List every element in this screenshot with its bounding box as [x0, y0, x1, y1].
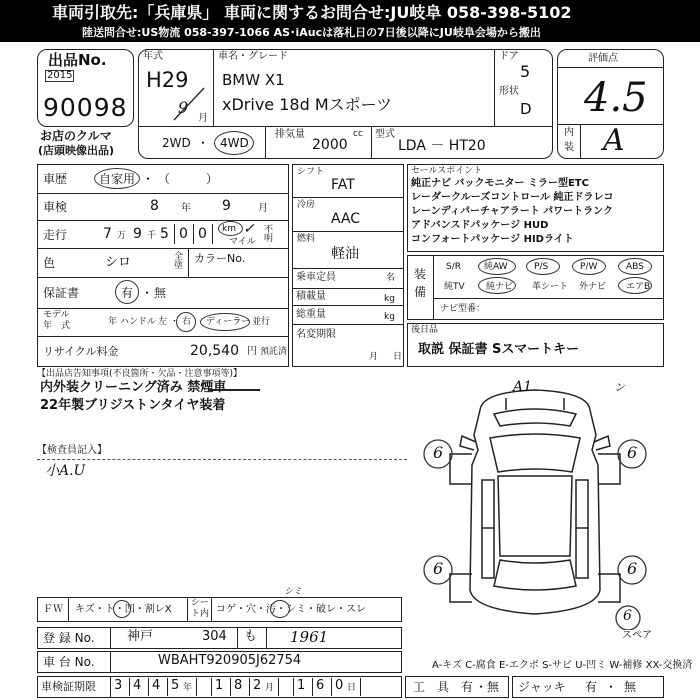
name-change-label: 名変期限: [296, 329, 336, 340]
interior-label-1: 内: [564, 127, 574, 138]
displacement-cc: cc: [353, 129, 363, 139]
era-value: H29: [146, 68, 189, 92]
car-front-bumper: [494, 409, 576, 426]
type-value: LDA － HT20: [398, 138, 486, 154]
cooler-value: AAC: [331, 211, 361, 227]
model-right-circle: [176, 312, 196, 332]
registration-label: 登 録 No.: [43, 631, 95, 645]
registration-number: 304: [202, 629, 227, 644]
mileage-d3: 5: [160, 226, 169, 242]
model-label-1: モデル: [43, 310, 70, 320]
seat-text: コゲ・穴・汚・シミ・破レ・スレ: [216, 604, 366, 615]
color-repaint: 全塗: [174, 252, 184, 272]
load-label: 積載量: [296, 291, 326, 302]
model-left: 左: [158, 317, 168, 327]
sales-point-1: 純正ナビ バックモニター ミラー型ETC: [411, 178, 589, 189]
damage-legend: A-キズ C-腐食 E-エクボ S-サビ U-凹ミ W-補修 XX-交換済: [432, 660, 693, 671]
load-unit: kg: [384, 294, 395, 304]
chassis-label: 車 台 No.: [43, 655, 95, 669]
car-left-doors: [482, 480, 494, 578]
sales-point-5: コンフォートパッケージ HIDライト: [411, 234, 574, 245]
sales-points-label: セールスポイント: [411, 166, 483, 176]
fuel-value: 軽油: [331, 246, 359, 262]
equip-pw-circle: [572, 258, 606, 275]
history-rest: ・ （ ）: [142, 172, 218, 186]
equip-alloy: 純AW: [484, 262, 508, 272]
spare-label: スペア: [622, 630, 652, 641]
mileage-unit-km: km: [222, 224, 236, 234]
mileage-u2: 千: [147, 231, 157, 241]
car-rear-window: [494, 560, 576, 590]
diagram-side-note: ン: [614, 381, 625, 394]
equip-ps-circle: [526, 258, 560, 275]
color-value: シロ: [105, 255, 132, 270]
equip-alloy-circle: [478, 258, 516, 275]
fw-text: キズ・ト・凹・割レX: [75, 604, 172, 615]
score-value: 4.5: [584, 75, 648, 121]
notes-line-1: 内外装クリーニング済み 禁煙車: [40, 380, 227, 395]
shift-label: シフト: [297, 167, 325, 177]
recycle-unit: 円: [247, 346, 257, 357]
history-circle: [94, 168, 140, 189]
drive-4wd: 4WD: [220, 136, 249, 150]
model-parallel: 並行: [252, 317, 271, 327]
jack-no: 無: [624, 680, 637, 694]
tools-label: 工 具: [413, 680, 450, 694]
interior-value: A: [603, 123, 625, 158]
type-label: 型式: [375, 129, 395, 140]
chassis-value: WBAHT920905J62754: [158, 653, 302, 668]
displacement-label: 排気量: [275, 129, 305, 140]
equipment-label-1: 装: [414, 267, 427, 281]
tools-yes: 有: [461, 680, 474, 694]
inspection-month: 9: [222, 198, 231, 214]
era-slash-mark: [168, 86, 208, 122]
history-label: 車歴: [43, 172, 68, 186]
equip-sr: S/R: [446, 262, 461, 272]
capacity-label: 乗車定員: [296, 272, 336, 283]
notes-line-2: 22年製ブリジストンタイヤ装着: [40, 398, 226, 413]
history-value: 自家用: [99, 172, 136, 186]
sales-point-2: レーダークルーズコントロール 純正ドラレコ: [411, 192, 614, 203]
mileage-d4: 0: [179, 226, 188, 242]
mileage-d2: 9: [133, 226, 142, 242]
color-number-label: カラーNo.: [194, 252, 246, 265]
car-windshield: [490, 434, 580, 472]
cert-unit-year: 年: [183, 683, 193, 693]
car-name: BMW X1: [222, 71, 285, 89]
equip-pw: P/W: [580, 262, 598, 272]
equip-airbag-circle: [618, 277, 652, 294]
lot-number: 90098: [43, 93, 128, 122]
mileage-unit-mile: マイル: [229, 237, 256, 247]
model-dealer-circle: [200, 313, 250, 331]
name-change-month: 月: [369, 352, 379, 362]
seat-stain-circle: [270, 600, 290, 618]
drive-4wd-circle: [214, 131, 254, 155]
weight-unit: kg: [384, 312, 395, 322]
drive-2wd: 2WD: [162, 136, 191, 150]
inspector-label: 【検査員記入】: [37, 445, 107, 456]
lot-label: 出品No.: [48, 51, 107, 69]
equip-ext-navi: 外ナビ: [579, 282, 607, 292]
era-label: 年式: [143, 51, 163, 62]
warranty-yes: 有: [121, 286, 134, 300]
shape-label: 形状: [499, 86, 519, 97]
equip-navi-circle: [478, 277, 516, 294]
model-dealer: ディーラー: [206, 317, 251, 327]
cert-digit-3: 4: [152, 678, 161, 693]
store-line-2: (店頭映像出品): [38, 144, 115, 157]
recycle-deposit: 預託済: [260, 347, 288, 357]
mileage-unknown: 不明: [264, 225, 274, 245]
tools-sep: ・: [475, 680, 488, 694]
equip-airbag: エアB: [626, 282, 651, 292]
shift-value: FAT: [331, 177, 355, 193]
inspection-label: 車検: [43, 200, 68, 214]
name-label: 車名・グレード: [218, 51, 288, 62]
era-month: 9: [178, 98, 189, 117]
warranty-sep: ・: [141, 286, 154, 300]
seat-hand-note: シミ: [284, 587, 303, 597]
cert-unit-day: 日: [347, 683, 357, 693]
equipment-label-2: 備: [414, 285, 427, 299]
tire-rl-value: 6: [433, 559, 444, 578]
weight-label: 総重量: [296, 309, 326, 320]
equip-navi: 純ナビ: [486, 282, 514, 292]
cert-digit-2: 4: [133, 678, 142, 693]
door-value: 5: [520, 62, 531, 81]
registration-kana: も: [244, 629, 258, 644]
equip-ps: P/S: [534, 262, 549, 272]
color-label: 色: [43, 256, 56, 270]
jack-label: ジャッキ: [518, 680, 566, 694]
mileage-label: 走行: [43, 228, 68, 242]
fw-label: ＦＷ: [43, 604, 63, 615]
mileage-check-mark: ✓: [243, 221, 255, 237]
recycle-label: リサイクル料金: [43, 345, 119, 358]
header-bar: [0, 0, 700, 42]
drive-sep: ・: [197, 136, 210, 150]
accessories-value: 取説 保証書 Sスマートキー: [418, 342, 580, 357]
displacement-value: 2000: [312, 137, 348, 153]
warranty-no: 無: [154, 286, 167, 300]
tire-fl-value: 6: [433, 443, 444, 462]
registration-hand: 1961: [290, 628, 329, 646]
capacity-unit: 名: [386, 273, 396, 283]
lot-year-tag: 2015: [47, 70, 73, 81]
door-label: ドア: [499, 51, 519, 62]
seat-label-2: ト内: [191, 609, 210, 619]
warranty-label: 保証書: [43, 286, 80, 300]
equip-abs: ABS: [626, 262, 644, 272]
interior-label-2: 装: [564, 142, 574, 153]
notes-label: 【出品店告知事項(不良箇所・欠品・注意事項等)】: [37, 369, 243, 379]
cert-digit-7: 2: [253, 678, 262, 693]
tools-no: 無: [487, 680, 500, 694]
cooler-label: 冷房: [297, 200, 316, 210]
notes-strike-line: [208, 389, 260, 391]
fw-dent-circle: [113, 600, 131, 618]
cert-digit-9: 6: [316, 678, 325, 693]
jack-yes: 有: [585, 680, 598, 694]
car-diagram: [410, 380, 660, 630]
cert-digit-4: 5: [171, 678, 180, 693]
cert-unit-month: 月: [265, 683, 275, 693]
inspection-year: 8: [150, 198, 159, 214]
car-right-doors: [576, 480, 588, 578]
tire-spare-value: 6: [623, 608, 632, 624]
model-handle: ハンドル: [120, 317, 157, 327]
jack-sep: ・: [605, 680, 618, 694]
fuel-label: 燃料: [297, 234, 316, 244]
inspection-year-unit: 年: [181, 203, 191, 214]
model-label-2: 年 式: [43, 321, 71, 331]
recycle-amount: 20,540: [190, 343, 239, 359]
tire-fr-value: 6: [627, 443, 638, 462]
era-month-unit: 月: [198, 113, 208, 124]
equip-leather: 革シート: [532, 282, 569, 292]
sales-point-4: アドバンスドパッケージ HUD: [411, 220, 549, 231]
inspection-month-unit: 月: [258, 203, 268, 214]
warranty-yes-circle: [115, 280, 139, 304]
mileage-u1: 万: [117, 231, 127, 241]
cert-digit-8: 1: [297, 678, 306, 693]
seat-label-1: シー: [191, 598, 210, 608]
car-grade: xDrive 18d Mスポーツ: [222, 95, 392, 114]
model-year-unit: 年: [108, 317, 118, 327]
car-right-mirror: [594, 436, 610, 450]
inspector-hand: 小A.U: [45, 463, 86, 479]
equip-navi-model: ナビ型番：: [440, 304, 486, 314]
cert-digit-10: 0: [335, 678, 344, 693]
shape-value: D: [520, 100, 532, 118]
mileage-d1: 7: [103, 226, 112, 242]
equip-abs-circle: [618, 258, 652, 275]
cert-label: 車検証期限: [41, 680, 96, 693]
accessories-label: 後日品: [411, 325, 439, 335]
tire-rr-value: 6: [627, 559, 638, 578]
diagram-top-mark: A1: [513, 379, 533, 395]
registration-place: 神戸: [127, 629, 154, 644]
header-line-1: 車両引取先:「兵庫県」 車両に関するお問合せ:JU岐阜 058-398-5102: [52, 3, 572, 22]
header-line-2: 陸送問合せ:US物流 058-397-1066 AS･iAucは落札日の7日後以降にJU岐阜会場から搬出: [82, 26, 541, 39]
model-mid: ・: [170, 317, 180, 327]
cert-digit-5: 1: [215, 678, 224, 693]
mileage-d5: 0: [198, 226, 207, 242]
car-left-mirror: [460, 436, 476, 450]
car-roof: [498, 476, 572, 556]
name-change-day: 日: [393, 352, 403, 362]
score-label: 評価点: [588, 53, 618, 64]
store-line-1: お店のクルマ: [40, 129, 112, 143]
model-right: 右: [182, 317, 192, 327]
mileage-km-circle: [218, 221, 243, 236]
equip-tv: 純TV: [444, 282, 465, 292]
sales-point-3: レーンディパーチャアラート パワートランク: [411, 206, 613, 217]
cert-digit-1: 3: [114, 678, 123, 693]
cert-digit-6: 8: [234, 678, 243, 693]
